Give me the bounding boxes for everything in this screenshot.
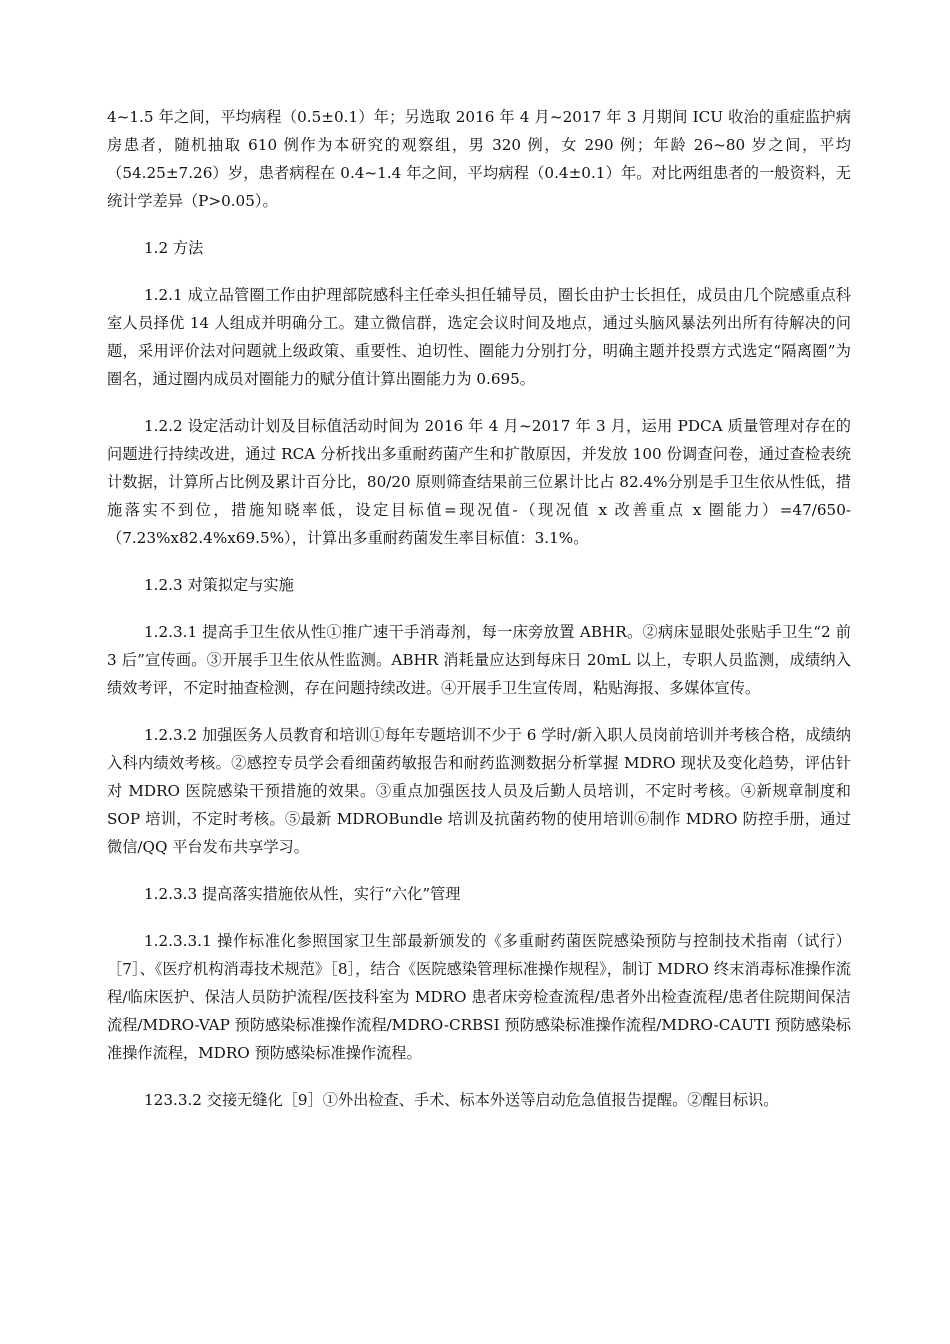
section-heading-countermeasures: 1.2.3 对策拟定与实施 (144, 576, 294, 594)
paragraph-general-info: 4~1.5 年之间，平均病程（0.5±0.1）年；另选取 2016 年 4 月~2017 年 3 月期间 ICU 收治的重症监护病房患者，随机抽取 610 例作为本研究的观察组，男 320 例，女 290 例；年龄 26~80 岁之间，平均（54.25±7.26）岁，患者病程在 0.4~1.4 年之间，平均病程（0.4±0.1）年。对比两组患者的一般资料，无统计学差异（P>0.05）。 (107, 108, 851, 210)
section-heading-methods: 1.2 方法 (144, 239, 204, 257)
paragraph-activity-plan: 1.2.2 设定活动计划及目标值活动时间为 2016 年 4 月~2017 年 3 月，运用 PDCA 质量管理对存在的问题进行持续改进，通过 RCA 分析找出多重耐药菌产生和扩散原因，并发放 100 份调查问卷，通过查检表统计数据，计算所占比例及累计百分比，80/20 原则筛查结果前三位累计比占 82.4%分别是手卫生依从性低，措施落实不到位，措施知晓率低，设定目标值=现况值-（现况值 x 改善重点 x 圈能力）=47/650-（7.23%x82.4%x69.5%），计算出多重耐药菌发生率目标值：3.1%。 (107, 417, 851, 547)
document-page (107, 103, 851, 1133)
paragraph-hand-hygiene: 1.2.3.1 提高手卫生依从性①推广速干手消毒剂，每一床旁放置 ABHR。②病床显眼处张贴手卫生“2 前 3 后”宣传画。③开展手卫生依从性监测。ABHR 消耗量应达到每床日 20mL 以上，专职人员监测，成绩纳入绩效考评，不定时抽查检测，存在问题持续改进。④开展手卫生宣传周，粘贴海报、多媒体宣传。 (107, 623, 851, 697)
paragraph-handover: 123.3.2 交接无缝化［9］①外出检查、手术、标本外送等启动危急值报告提醒。②醒目标识。 (144, 1091, 779, 1109)
paragraph-standardization: 1.2.3.3.1 操作标准化参照国家卫生部最新颁发的《多重耐药菌医院感染预防与控制技术指南（试行）［7］、《医疗机构消毒技术规范》［8］，结合《医院感染管理标准操作规程》，制订 MDRO 终末消毒标准操作流程/临床医护、保洁人员防护流程/医技科室为 MDRO 患者床旁检查流程/患者外出检查流程/患者住院期间保洁流程/MDRO-VAP 预防感染标准操作流程/MDRO-CRBSI 预防感染标准操作流程/MDRO-CAUTI 预防感染标准操作流程，MDRO 预防感染标准操作流程。 (107, 932, 851, 1062)
paragraph-training: 1.2.3.2 加强医务人员教育和培训①每年专题培训不少于 6 学时/新入职人员岗前培训并考核合格，成绩纳入科内绩效考核。②感控专员学会看细菌药敏报告和耐药监测数据分析掌握 MDRO 现状及变化趋势，评估针对 MDRO 医院感染干预措施的效果。③重点加强医技人员及后勤人员培训，不定时考核。④新规章制度和 SOP 培训，不定时考核。⑤最新 MDROBundle 培训及抗菌药物的使用培训⑥制作 MDRO 防控手册，通过微信/QQ 平台发布共享学习。 (107, 726, 851, 856)
paragraph-qcc-team: 1.2.1 成立品管圈工作由护理部院感科主任牵头担任辅导员，圈长由护士长担任，成员由几个院感重点科室人员择优 14 人组成并明确分工。建立微信群，选定会议时间及地点，通过头脑风暴法列出所有待解决的问题，采用评价法对问题就上级政策、重要性、迫切性、圈能力分别打分，明确主题并投票方式选定“隔离圈”为圈名，通过圈内成员对圈能力的赋分值计算出圈能力为 0.695。 (107, 286, 851, 388)
section-heading-compliance: 1.2.3.3 提高落实措施依从性，实行“六化”管理 (144, 885, 461, 903)
